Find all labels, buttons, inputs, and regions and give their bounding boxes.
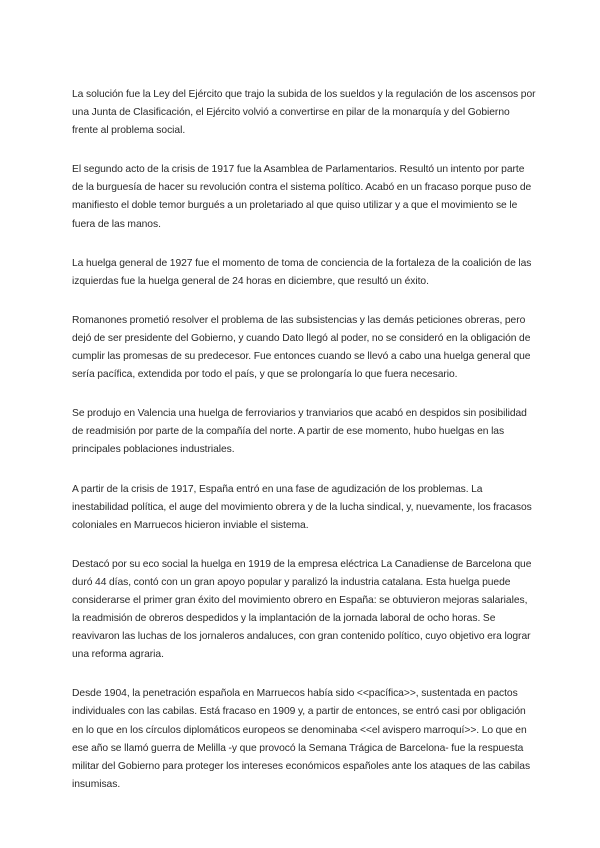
paragraph: Destacó por su eco social la huelga en 1919 de la empresa eléctrica La Canadiense de Barcelona que duró 44 días, contó con un gran apoyo popular y paralizó la industria catalana. Esta huelga puede considerarse el primer gran éxito del movimiento obrero en España: se obtuvieron mejoras salariales, la readmisión de obreros despedidos y la implantación de la jornada laboral de ocho horas. Se reavivaron las luchas de los jornaleros andaluces, con gran contenido político, cuyo objetivo era lograr una reforma agraria.	[72, 558, 532, 661]
paragraph: Desde 1904, la penetración española en Marruecos había sido <<pacífica>>, sustentada en pactos individuales con las cabilas. Está fracaso en 1909 y, a partir de entonces, se entró casi por obligación en lo que en los círculos diplomáticos europeos se denominaba <<el avispero marroquí>>. Lo que en ese año se llamó guerra de Melilla -y que provocó la Semana Trágica de Barcelona- fue la respuesta militar del Gobierno para proteger los intereses económicos españoles ante los ataques de las cabilas insumisas.	[72, 688, 531, 790]
paragraph: La solución fue la Ley del Ejército que trajo la subida de los sueldos y la regulación de los ascensos por una Junta de Clasificación, el Ejército volvió a convertirse en pilar de la monarquía y del Gobierno frente al problema social.	[72, 89, 536, 137]
paragraph: A partir de la crisis de 1917, España entró en una fase de agudización de los problemas. La inestabilidad política, el auge del movimiento obrera y de la lucha sindical, y, nuevamente, los fracasos coloniales en Marruecos hicieron inviable el sistema.	[72, 483, 532, 531]
paragraph: La huelga general de 1927 fue el momento de toma de conciencia de la fortaleza de la coalición de las izquierdas fue la huelga general de 24 horas en diciembre, que resultó un éxito.	[72, 257, 532, 287]
document-body	[72, 86, 536, 815]
paragraph: El segundo acto de la crisis de 1917 fue la Asamblea de Parlamentarios. Resultó un intento por parte de la burguesía de hacer su revolución contra el sistema político. Acabó en un fracaso porque puso de manifiesto el doble temor burgués a un proletariado al que quiso utilizar y a que el movimiento se le fuera de las manos.	[72, 164, 532, 230]
paragraph: Se produjo en Valencia una huelga de ferroviarios y tranviarios que acabó en despidos sin posibilidad de readmisión por parte de la compañía del norte. A partir de ese momento, hubo huelgas en las principales poblaciones industriales.	[72, 408, 527, 456]
paragraph: Romanones prometió resolver el problema de las subsistencias y las demás peticiones obreras, pero dejó de ser presidente del Gobierno, y cuando Dato llegó al poder, no se consideró en la obligación de cumplir las promesas de su predecesor. Fue entonces cuando se llevó a cabo una huelga general que sería pacífica, extendida por todo el país, y que se prolongaría lo que fuera necesario.	[72, 314, 531, 381]
